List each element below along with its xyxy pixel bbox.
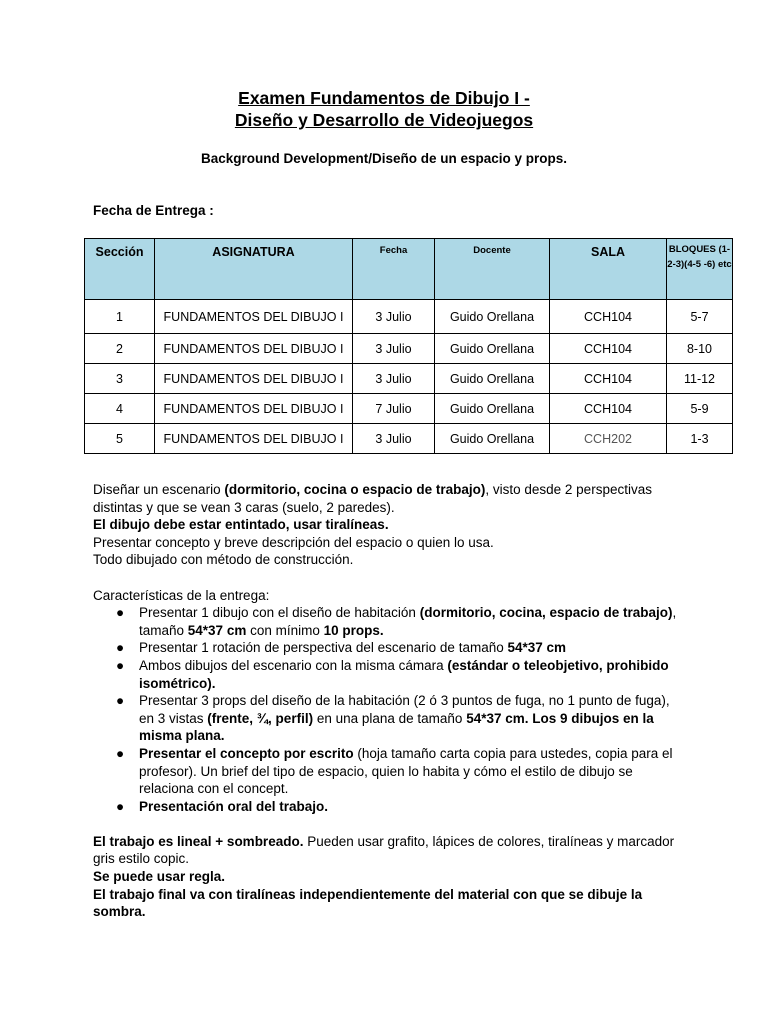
cell-bloques: 1-3: [667, 424, 733, 454]
list-item: ● Presentar 1 rotación de perspectiva del escenario de tamaño 54*37 cm: [116, 640, 567, 656]
list-item: ● Presentar el concepto por escrito (hoja tamaño carta copia para ustedes, copia para el profesor). Un brief del tipo de espacio, quien lo habita y cómo el estilo de dibujo se relaciona con el concept.: [116, 745, 673, 797]
header-bloques: BLOQUES (1-2-3)(4-5 -6) etc: [667, 239, 733, 300]
closing-paragraph-3: El trabajo final va con tiralíneas independientemente del material con que se dibuje la sombra.: [93, 886, 643, 920]
fecha-entrega-label: Fecha de Entrega :: [93, 203, 214, 218]
header-fecha: Fecha: [353, 239, 435, 300]
caracteristicas-heading: Características de la entrega:: [93, 587, 270, 603]
cell-asignatura: FUNDAMENTOS DEL DIBUJO I: [155, 300, 353, 334]
cell-fecha: 3 Julio: [353, 300, 435, 334]
cell-asignatura: FUNDAMENTOS DEL DIBUJO I: [155, 334, 353, 364]
cell-asignatura: FUNDAMENTOS DEL DIBUJO I: [155, 424, 353, 454]
header-asignatura: ASIGNATURA: [155, 239, 353, 300]
cell-fecha: 3 Julio: [353, 424, 435, 454]
header-docente: Docente: [435, 239, 550, 300]
cell-bloques: 8-10: [667, 334, 733, 364]
closing-paragraph-2: Se puede usar regla.: [93, 869, 226, 885]
table-row: [85, 334, 733, 364]
table-row: [85, 424, 733, 454]
table-header-row: [85, 239, 733, 300]
cell-docente: Guido Orellana: [435, 394, 550, 424]
bullet-icon: ●: [116, 745, 125, 761]
list-item: ● Presentar 3 props del diseño de la habitación (2 ó 3 puntos de fuga, no 1 punto de fuga), en 3 vistas (frente, ¾, perfil) en una plana de tamaño 54*37 cm. Los 9 dibujos en la misma plana.: [116, 693, 670, 744]
bullet-icon: ●: [116, 657, 125, 673]
bullet-icon: ●: [116, 640, 125, 656]
cell-sala: CCH104: [550, 300, 667, 334]
bullet-icon: ●: [116, 605, 125, 621]
cell-seccion: 5: [85, 424, 155, 454]
cell-docente: Guido Orellana: [435, 300, 550, 334]
document-title-line2: Diseño y Desarrollo de Videojuegos: [234, 110, 534, 130]
header-sala: SALA: [550, 239, 667, 300]
cell-seccion: 4: [85, 394, 155, 424]
cell-fecha: 3 Julio: [353, 364, 435, 394]
cell-sala: CCH202: [550, 424, 667, 454]
cell-sala: CCH104: [550, 364, 667, 394]
cell-seccion: 3: [85, 364, 155, 394]
cell-bloques: 5-9: [667, 394, 733, 424]
list-item: ● Ambos dibujos del escenario con la misma cámara (estándar o teleobjetivo, prohibido isométrico).: [116, 657, 669, 691]
schedule-table: [84, 238, 733, 454]
cell-docente: Guido Orellana: [435, 334, 550, 364]
cell-docente: Guido Orellana: [435, 424, 550, 454]
intro-paragraph-1: Diseñar un escenario (dormitorio, cocina o espacio de trabajo), visto desde 2 perspectivas distintas y que se vean 3 caras (suelo, 2 paredes).: [93, 482, 652, 515]
bullet-icon: ●: [116, 693, 125, 709]
table-row: [85, 394, 733, 424]
cell-sala: CCH104: [550, 334, 667, 364]
cell-fecha: 3 Julio: [353, 334, 435, 364]
cell-asignatura: FUNDAMENTOS DEL DIBUJO I: [155, 364, 353, 394]
intro-paragraph-4: Todo dibujado con método de construcción.: [93, 552, 354, 568]
cell-bloques: 5-7: [667, 300, 733, 334]
cell-fecha: 7 Julio: [353, 394, 435, 424]
list-item: ● Presentar 1 dibujo con el diseño de habitación (dormitorio, cocina, espacio de trabajo), tamaño 54*37 cm con mínimo 10 props.: [116, 605, 677, 638]
header-seccion: Sección: [85, 239, 155, 300]
instructions-body: [93, 481, 683, 921]
cell-asignatura: FUNDAMENTOS DEL DIBUJO I: [155, 394, 353, 424]
document-title-line1: Examen Fundamentos de Dibujo I -: [238, 88, 530, 108]
bullet-icon: ●: [116, 798, 125, 814]
cell-seccion: 2: [85, 334, 155, 364]
intro-paragraph-3: Presentar concepto y breve descripción del espacio o quien lo usa.: [93, 534, 494, 550]
intro-paragraph-2: El dibujo debe estar entintado, usar tiralíneas.: [93, 517, 389, 533]
document-subtitle: Background Development/Diseño de un espacio y props.: [200, 151, 568, 166]
cell-bloques: 11-12: [667, 364, 733, 394]
table-row: [85, 300, 733, 334]
cell-seccion: 1: [85, 300, 155, 334]
cell-docente: Guido Orellana: [435, 364, 550, 394]
cell-sala: CCH104: [550, 394, 667, 424]
table-row: [85, 364, 733, 394]
caracteristicas-list: [93, 604, 683, 815]
closing-paragraph-1: El trabajo es lineal + sombreado. Pueden usar grafito, lápices de colores, tiralíneas y marcador gris estilo copic.: [93, 833, 675, 867]
list-item: ● Presentación oral del trabajo.: [116, 798, 329, 814]
